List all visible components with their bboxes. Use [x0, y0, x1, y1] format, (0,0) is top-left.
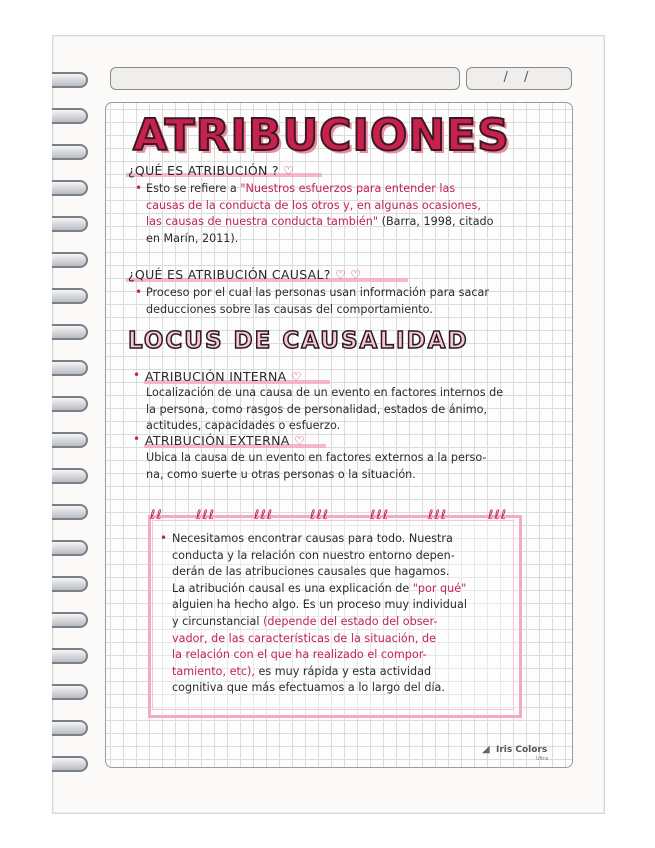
- heart-icon: ♡: [293, 434, 305, 448]
- label-externa: ATRIBUCIÓN EXTERNA ♡: [145, 433, 305, 448]
- summary-text: Necesitamos encontrar causas para todo. Nuestra conducta y la relación con nuestro entorno depen- derán de las atribuciones causales que hagamos. La atribución causal es una explicación de "por qué" alguien ha hecho algo. Es un proceso muy individual y circunstancial (depende del estado del obser- vador, de las características de la situación, de la relación con el que ha realizado el compor- tamiento, etc), es muy rápida y esta actividad cognitiva que más efectuamos a lo largo del día.: [172, 532, 467, 695]
- heart-icon: ♡ ♡: [335, 268, 362, 282]
- page-title: ATRIBUCIONES: [133, 110, 510, 161]
- bullet-icon: •: [133, 368, 141, 382]
- heart-icon: ♡: [283, 164, 295, 178]
- interna-text: Localización de una causa de un evento en factores internos de la persona, como rasgos de personalidad, estados de ánimo, actitudes, capacidades o esfuerzo.: [146, 386, 504, 432]
- q2-answer: Proceso por el cual las personas usan información para sacar deducciones sobre las causas del comportamiento.: [146, 286, 489, 316]
- header-bar: [110, 67, 460, 90]
- bullet-icon: •: [160, 531, 168, 545]
- brand-sub: Ultra: [536, 756, 549, 762]
- question-atribucion-causal: ¿QUÉ ES ATRIBUCIÓN CAUSAL? ♡ ♡: [128, 267, 362, 282]
- q1-answer: Esto se refiere a "Nuestros esfuerzos para entender las causas de la conducta de los otros y, en algunas ocasiones, las causas de nuestra conducta también" (Barra, 1998, citado en Marín, 2011).: [146, 182, 494, 245]
- brand-logo-icon: ◢: [482, 744, 490, 755]
- externa-text: Ubica la causa de un evento en factores externos a la perso- na, como suerte u otras personas o la situación.: [146, 451, 487, 481]
- brand-name: Iris Colors: [496, 745, 548, 755]
- bullet-icon: •: [135, 285, 143, 299]
- spiral-binding: [52, 60, 88, 770]
- label-interna: ATRIBUCIÓN INTERNA ♡: [145, 369, 302, 384]
- bullet-icon: •: [135, 181, 143, 195]
- date-field: / /: [466, 67, 572, 90]
- heart-icon: ♡: [290, 370, 302, 384]
- question-atribucion: ¿QUÉ ES ATRIBUCIÓN ? ♡: [128, 163, 295, 178]
- decorative-loops: ℓℓ ℓℓℓ ℓℓℓ ℓℓℓ ℓℓℓ ℓℓℓ ℓℓℓ: [150, 508, 508, 523]
- section-title-locus: LOCUS DE CAUSALIDAD: [128, 328, 469, 354]
- bullet-icon: •: [133, 432, 141, 446]
